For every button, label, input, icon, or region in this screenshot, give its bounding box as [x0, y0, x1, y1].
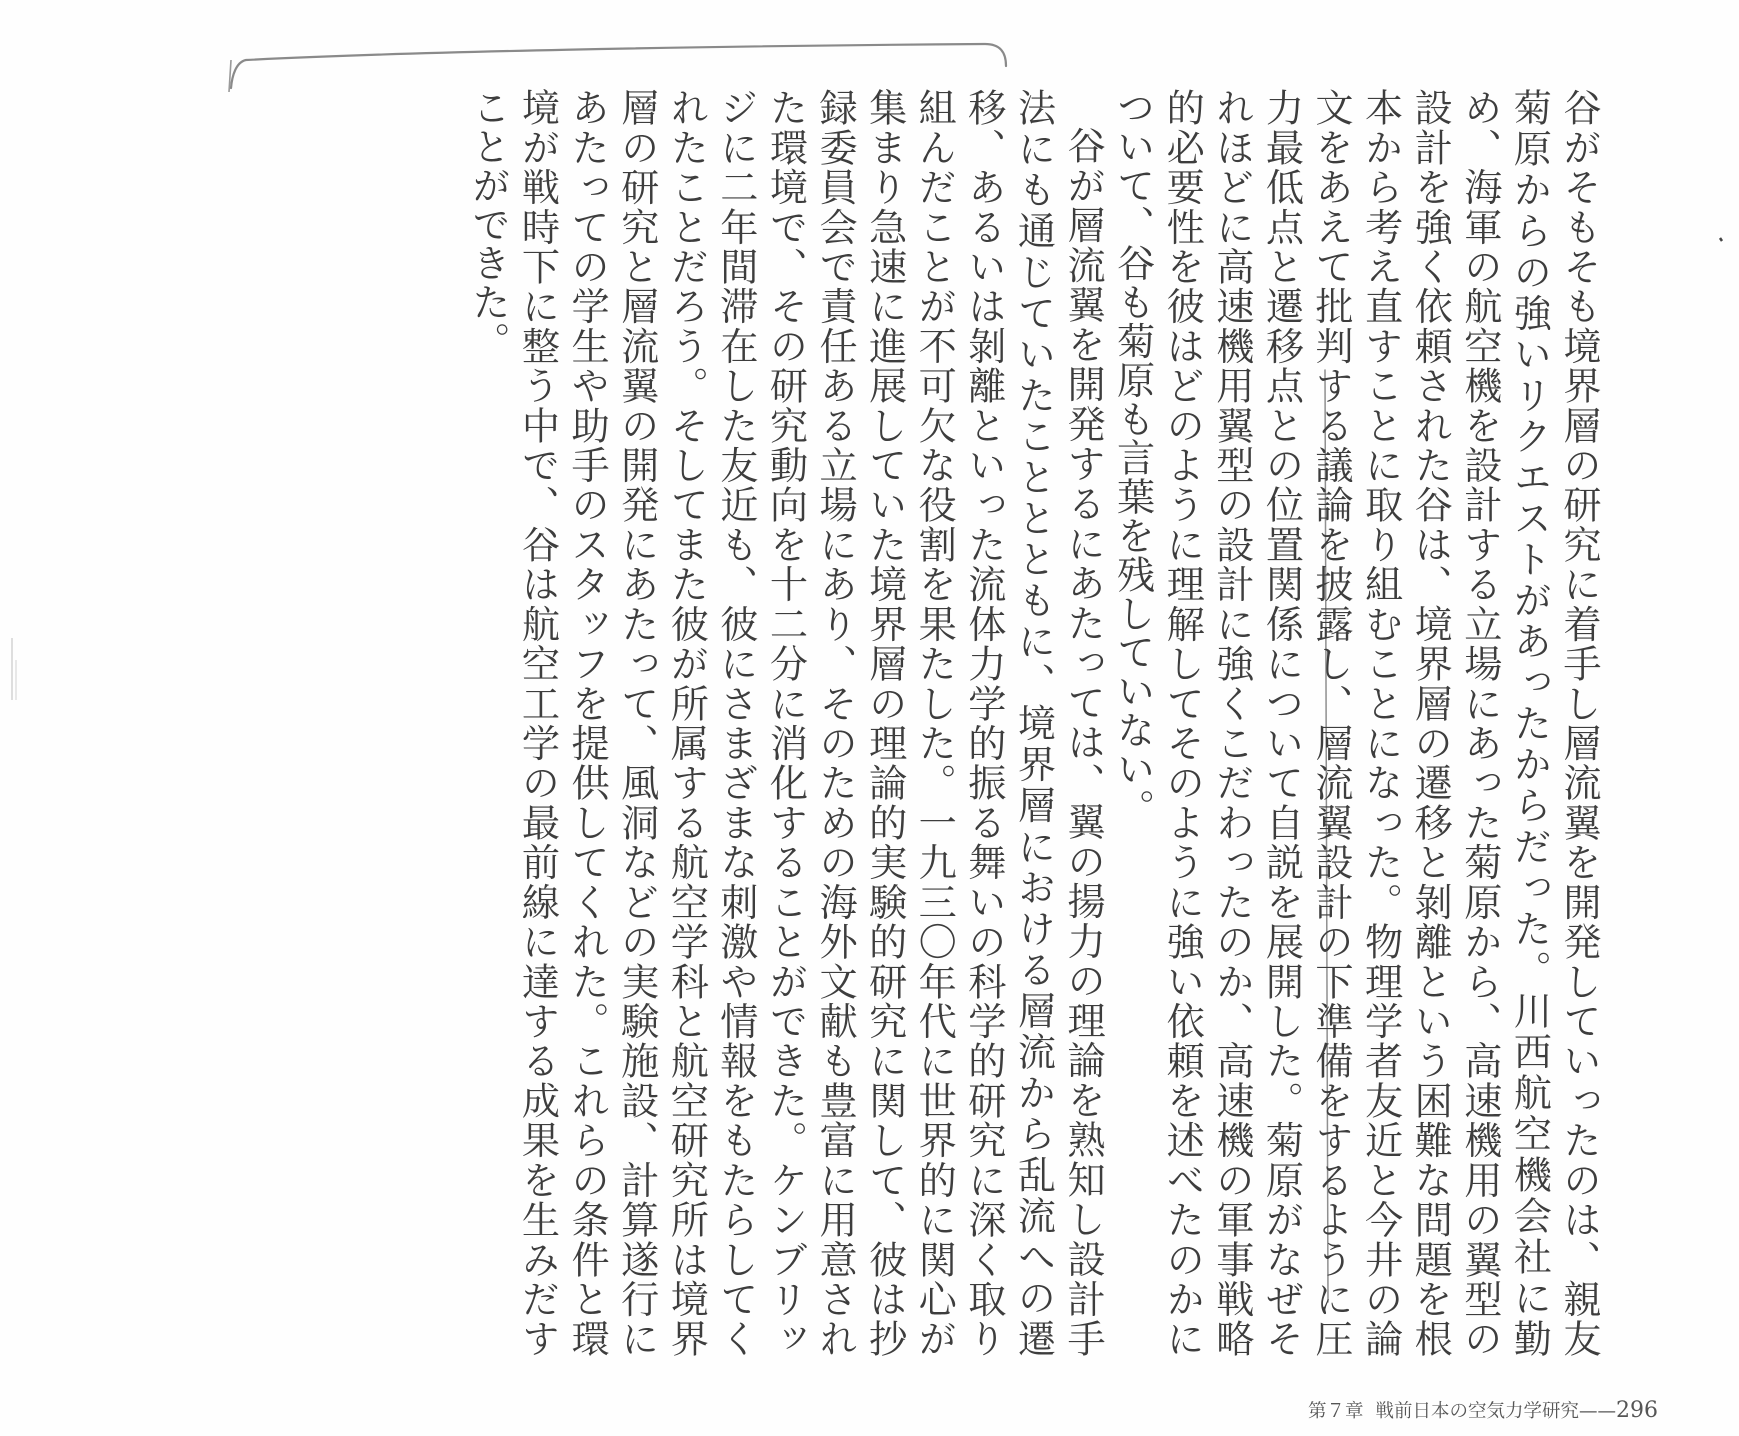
pencil-bracket-tail: [229, 60, 231, 92]
chapter-label: 第７章: [1307, 1401, 1364, 1422]
chapter-title: 戦前日本の空気力学研究: [1375, 1401, 1579, 1422]
stray-mark: [1720, 238, 1722, 241]
vertical-body-text: [464, 88, 1602, 1358]
page-number: 296: [1616, 1398, 1658, 1423]
pencil-bracket: [231, 44, 1006, 88]
body-paragraph-1: 谷がそもそも境界層の研究に着手し層流翼を開発していったのは、親友菊原からの強いリクエストがあったからだった。川西航空機会社に勤め、海軍の航空機を設計する立場にあった菊原から、高速機用の翼型の設計を強く依頼された谷は、境界層の遷移と剝離という困難な問題を根本から考え直すことに取り組むことになった。物理学者友近と今井の論文をあえて批判する議論を披露し、層流翼設計の下準備をするように圧力最低点と遷移点との位置関係について自説を展開した。菊原がなぜそれほどに高速機用翼型の設計に強くこだわったのか、高速機の軍事戦略的必要性を彼はどのように理解してそのように強い依頼を述べたのかについて、谷も菊原も言葉を残していない。: [1109, 88, 1600, 1358]
footer-dash: ——: [1579, 1401, 1616, 1422]
running-footer: [1308, 1397, 1658, 1423]
body-paragraph-2: 谷が層流翼を開発するにあたっては、翼の揚力の理論を熟知し設計手法にも通じていたこととともに、境界層における層流から乱流への遷移、あるいは剝離といった流体力学的振る舞いの科学的研究に深く取り組んだことが不可欠な役割を果たした。一九三〇年代に世界的に関心が集まり急速に進展していた境界層の理論的実験的研究に関して、彼は抄録委員会で責任ある立場にあり、そのための海外文献も豊富に用意された環境で、その研究動向を十二分に消化することができた。ケンブリッジに二年間滞在した友近も、彼にさまざまな刺激や情報をもたらしてくれたことだろう。そしてまた彼が所属する航空学科と航空研究所は境界層の研究と層流翼の開発にあたって、風洞などの実験施設、計算遂行にあたっての学生や助手のスタッフを提供してくれた。これらの条件と環境が戦時下に整う中で、谷は航空工学の最前線に達する成果を生みだすことができた。: [464, 88, 1105, 1358]
